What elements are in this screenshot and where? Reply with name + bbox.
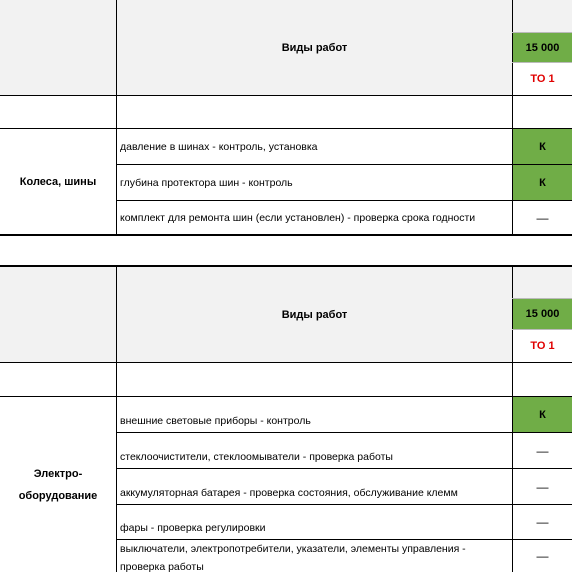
row-divider bbox=[117, 504, 572, 505]
mileage-header-cell bbox=[513, 299, 572, 329]
service-header-cell bbox=[513, 329, 572, 362]
group-label: Электро- оборудование bbox=[18, 467, 98, 502]
table-row bbox=[117, 129, 512, 164]
mileage-label: 15 000 bbox=[525, 308, 560, 320]
column-divider bbox=[512, 267, 513, 572]
row-divider bbox=[0, 362, 572, 363]
row-divider bbox=[117, 164, 572, 165]
work-text: аккумуляторная батарея - проверка состояния, обслуживание клемм bbox=[120, 487, 458, 499]
row-divider bbox=[0, 128, 572, 129]
group-cell bbox=[0, 397, 116, 572]
group-label: Колеса, шины bbox=[19, 175, 97, 188]
work-text: выключатели, электропотребители, указатели, элементы управления - проверка работы bbox=[120, 543, 466, 573]
row-divider bbox=[512, 62, 572, 63]
work-text: глубина протектора шин - контроль bbox=[120, 176, 293, 189]
mileage-label: 15 000 bbox=[525, 41, 560, 54]
row-divider bbox=[512, 32, 572, 33]
row-divider bbox=[117, 539, 572, 540]
mark-text: — bbox=[536, 515, 549, 529]
table-row bbox=[117, 165, 512, 200]
column-divider bbox=[116, 267, 117, 572]
work-text: давление в шинах - контроль, установка bbox=[120, 140, 318, 153]
row-divider bbox=[117, 200, 572, 201]
row-divider bbox=[512, 329, 572, 330]
service-label: ТО 1 bbox=[530, 339, 555, 352]
table-row bbox=[117, 505, 512, 539]
mark-text: — bbox=[536, 479, 549, 494]
mark-cell bbox=[513, 165, 572, 200]
work-text: фары - проверка регулировки bbox=[120, 522, 266, 534]
work-text: внешние световые приборы - контроль bbox=[120, 415, 311, 427]
works-header-cell bbox=[117, 267, 512, 362]
works-header-label: Виды работ bbox=[281, 308, 348, 321]
work-text: стеклоочистители, стеклоомыватели - проверка работы bbox=[120, 451, 393, 463]
mark-text: К bbox=[539, 176, 546, 189]
mark-cell bbox=[513, 397, 572, 432]
mark-cell bbox=[513, 505, 572, 539]
mark-text: — bbox=[536, 211, 549, 225]
row-divider bbox=[117, 432, 572, 433]
works-header-label: Виды работ bbox=[281, 41, 348, 54]
table-bottom-border bbox=[0, 234, 572, 236]
mark-cell bbox=[513, 540, 572, 572]
mark-cell bbox=[513, 129, 572, 164]
header-blank-cell bbox=[0, 267, 116, 362]
group-cell bbox=[0, 129, 116, 235]
header-top-right-cell bbox=[513, 0, 572, 33]
service-header-cell bbox=[513, 62, 572, 95]
header-blank-cell bbox=[0, 0, 116, 95]
service-label: ТО 1 bbox=[530, 72, 555, 85]
row-divider bbox=[117, 468, 572, 469]
mark-cell bbox=[513, 433, 572, 468]
mileage-header-cell bbox=[513, 33, 572, 62]
row-divider bbox=[0, 95, 572, 96]
mark-cell bbox=[513, 469, 572, 504]
mark-cell bbox=[513, 201, 572, 235]
header-top-right-cell bbox=[513, 267, 572, 299]
mark-text: К bbox=[539, 140, 546, 153]
table-row bbox=[117, 540, 512, 572]
table-row bbox=[117, 433, 512, 468]
mark-text: — bbox=[536, 549, 549, 563]
works-header-cell bbox=[117, 0, 512, 95]
table-row bbox=[117, 397, 512, 432]
row-divider bbox=[0, 396, 572, 397]
work-text: комплект для ремонта шин (если установлен) - проверка срока годности bbox=[120, 212, 476, 224]
mark-text: — bbox=[536, 443, 549, 458]
row-divider bbox=[512, 298, 572, 299]
table-row bbox=[117, 469, 512, 504]
table-row bbox=[117, 201, 512, 235]
mark-text: К bbox=[539, 408, 546, 421]
